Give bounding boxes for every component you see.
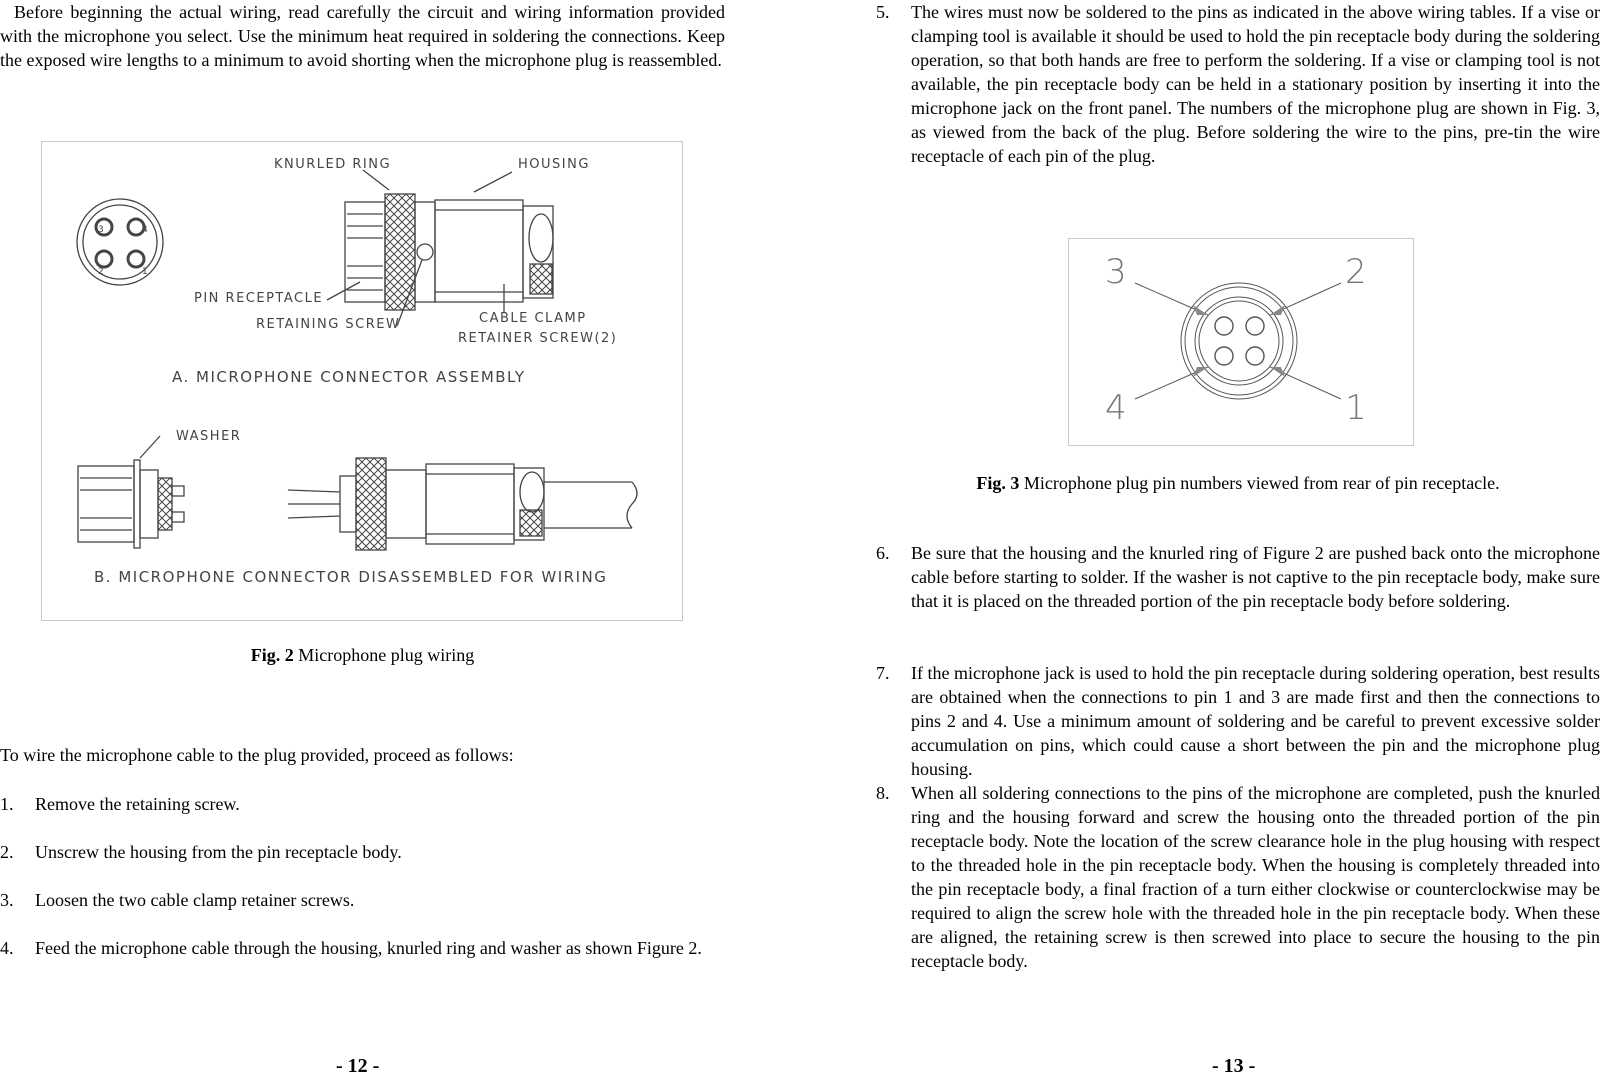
label-housing: HOUSING <box>518 157 590 172</box>
step-text: Loosen the two cable clamp retainer screws. <box>35 890 355 910</box>
figure-3 <box>1068 238 1414 446</box>
step-number: 7. <box>876 663 890 683</box>
step-text: Remove the retaining screw. <box>35 794 240 814</box>
figure-3-caption-label: Fig. 3 <box>976 473 1020 493</box>
figure-2 <box>41 141 683 621</box>
title-part-a: A. MICROPHONE CONNECTOR ASSEMBLY <box>172 368 526 386</box>
washer-drawing <box>134 460 140 548</box>
pin-num-3: 3 <box>98 225 106 235</box>
step-number: 1. <box>0 794 14 814</box>
label-pin-receptacle: PIN RECEPTACLE <box>194 291 324 306</box>
step-6 <box>876 541 1600 613</box>
step-3 <box>0 888 725 912</box>
fig3-pin-3: 3 <box>1105 252 1127 292</box>
step-1 <box>0 792 725 816</box>
step-number: 4. <box>0 938 14 958</box>
procedure-lead: To wire the microphone cable to the plug provided, proceed as follows: <box>0 745 514 765</box>
page-number-13: - 13 - <box>1212 1055 1256 1077</box>
label-knurled-ring: KNURLED RING <box>274 157 392 172</box>
intro-paragraph: Before beginning the actual wiring, read carefully the circuit and wiring information provided with the microphone you select. Use the minimum heat required in soldering the connections. Keep the exposed wire lengths to a minimum to avoid shorting when the microphone plug is reassembled. <box>0 2 725 70</box>
step-5 <box>876 0 1600 168</box>
label-washer: WASHER <box>176 429 242 444</box>
plug-face-outline <box>77 199 163 285</box>
figure-3-caption <box>876 471 1600 495</box>
figure-2-caption-text: Microphone plug wiring <box>293 645 475 665</box>
figure-2-caption-label: Fig. 2 <box>250 645 294 665</box>
plug-rear-outline <box>1181 283 1297 399</box>
housing-drawing <box>435 200 523 302</box>
fig3-pin-1: 1 <box>1345 388 1367 428</box>
label-retainer-screw: RETAINER SCREW(2) <box>458 331 618 346</box>
step-number: 3. <box>0 890 14 910</box>
step-text: Feed the microphone cable through the housing, knurled ring and washer as shown Figure 2. <box>35 938 702 958</box>
fig3-pin-4: 4 <box>1105 388 1127 428</box>
step-number: 2. <box>0 842 14 862</box>
step-4 <box>0 936 725 960</box>
figure-3-caption-text: Microphone plug pin numbers viewed from rear of pin receptacle. <box>1019 473 1500 493</box>
step-number: 5. <box>876 2 890 22</box>
knurled-ring-drawing <box>385 194 415 310</box>
step-number: 6. <box>876 543 890 563</box>
step-text: Unscrew the housing from the pin receptacle body. <box>35 842 402 862</box>
step-number: 8. <box>876 783 890 803</box>
step-text: The wires must now be soldered to the pins as indicated in the above wiring tables. If a vise or clamping tool is available it should be used to hold the pin receptacle body during the soldering operation, so that both hands are free to perform the soldering. If a vise or clamping tool is not available, the pin receptacle body can be held in a stationary position by inserting it into the microphone jack on the front panel. The numbers of the microphone plug are shown in Fig. 3, as viewed from the back of the plug. Before soldering the wire to the pins, pre-tin the wire receptacle of each pin of the plug. <box>911 2 1600 166</box>
title-part-b: B. MICROPHONE CONNECTOR DISASSEMBLED FOR WIRING <box>94 568 608 586</box>
label-cable-clamp: CABLE CLAMP <box>479 311 587 326</box>
step-text: If the microphone jack is used to hold the pin receptacle during soldering operation, best results are obtained when the connections to pin 1 and 3 are made first and then the connections to pins 2 and 4. Use a minimum amount of soldering and be careful to prevent excessive solder accumulation on pins, which could cause a short between the pin and the microphone plug housing. <box>911 663 1600 779</box>
fig3-pin-2: 2 <box>1345 252 1367 292</box>
figure-2-caption <box>0 643 725 667</box>
step-8 <box>876 781 1600 973</box>
step-2 <box>0 840 725 864</box>
label-retaining-screw: RETAINING SCREW <box>256 317 401 332</box>
figure-2-drawing <box>42 142 682 620</box>
figure-3-drawing <box>1069 239 1413 445</box>
step-7 <box>876 661 1600 781</box>
pin-num-1: 1 <box>142 267 150 277</box>
page-number-12: - 12 - <box>336 1055 380 1077</box>
pin-num-2: 2 <box>98 267 106 277</box>
pin-num-4: 4 <box>142 225 150 235</box>
step-text: When all soldering connections to the pins of the microphone are completed, push the knurled ring and the housing forward and screw the housing onto the threaded portion of the pin receptacle body. Note the location of the screw clearance hole in the plug housing with respect to the threaded hole in the pin receptacle body. When the housing is completely threaded into the pin receptacle body, a final fraction of a turn either clockwise or counterclockwise may be required to align the screw hole with the threaded hole in the pin receptacle body. When these are aligned, the retaining screw is then screwed into place to secure the housing to the pin receptacle body. <box>911 783 1600 971</box>
step-text: Be sure that the housing and the knurled ring of Figure 2 are pushed back onto the microphone cable before starting to solder. If the washer is not captive to the pin receptacle body, make sure that it is placed on the threaded portion of the pin receptacle body before soldering. <box>911 543 1600 611</box>
